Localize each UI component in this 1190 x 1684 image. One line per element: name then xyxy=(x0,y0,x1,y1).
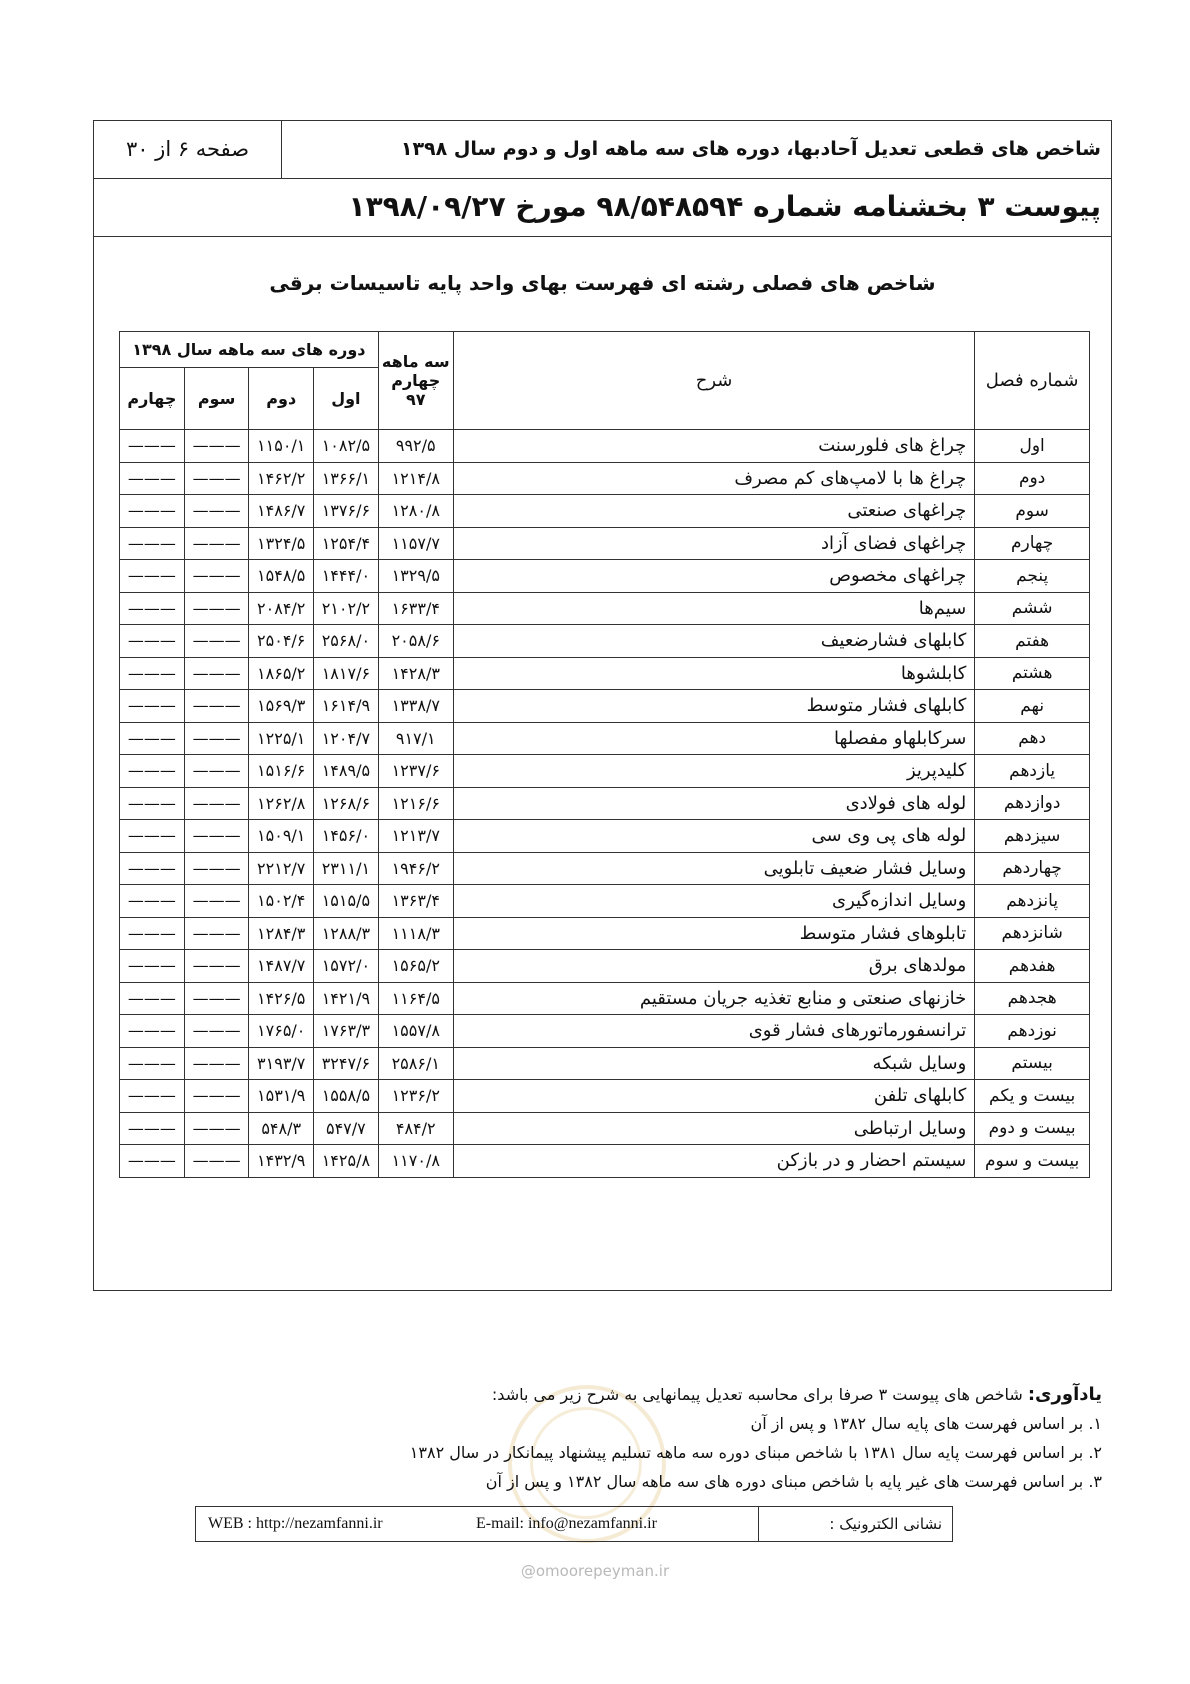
q3-cell: ——— xyxy=(184,885,249,918)
q4-cell: ——— xyxy=(120,885,185,918)
q4-cell: ——— xyxy=(120,527,185,560)
description-cell: کلیدپریز xyxy=(453,755,974,788)
q3-cell: ——— xyxy=(184,755,249,788)
prev-quarter-cell: ۱۶۳۳/۴ xyxy=(378,592,453,625)
annex-title: پیوست ۳ بخشنامه شماره ۹۸/۵۴۸۵۹۴ مورخ ۱۳۹۸/۰۹/۲۷ xyxy=(94,179,1111,237)
col-description: شرح xyxy=(453,332,974,430)
q3-cell: ——— xyxy=(184,462,249,495)
q1-cell: ۱۲۵۴/۴ xyxy=(314,527,379,560)
q2-cell: ۱۴۸۷/۷ xyxy=(249,950,314,983)
q2-cell: ۱۵۰۲/۴ xyxy=(249,885,314,918)
q4-cell: ——— xyxy=(120,1080,185,1113)
reminder-note xyxy=(410,1380,1102,1496)
q1-cell: ۵۴۷/۷ xyxy=(314,1112,379,1145)
reminder-item: ۲. بر اساس فهرست پایه سال ۱۳۸۱ با شاخص مبنای دوره سه ماهه تسلیم پیشنهاد پیمانکار در سال ۱۳۸۲ xyxy=(409,1443,1102,1462)
chapter-cell: سوم xyxy=(975,495,1090,528)
q1-cell: ۱۳۶۶/۱ xyxy=(314,462,379,495)
q2-cell: ۱۱۵۰/۱ xyxy=(249,430,314,463)
chapter-cell: بیست و یکم xyxy=(975,1080,1090,1113)
table-body xyxy=(120,430,1090,1178)
q1-cell: ۱۶۱۴/۹ xyxy=(314,690,379,723)
description-cell: کابلهای فشار متوسط xyxy=(453,690,974,723)
q3-cell: ——— xyxy=(184,1112,249,1145)
q2-cell: ۱۲۶۲/۸ xyxy=(249,787,314,820)
header-row xyxy=(94,121,1111,179)
page-number: صفحه ۶ از ۳۰ xyxy=(94,121,282,178)
description-cell: ترانسفورماتورهای فشار قوی xyxy=(453,1015,974,1048)
q3-cell: ——— xyxy=(184,787,249,820)
q4-cell: ——— xyxy=(120,787,185,820)
prev-quarter-cell: ۱۱۷۰/۸ xyxy=(378,1145,453,1178)
prev-quarter-cell: ۱۵۶۵/۲ xyxy=(378,950,453,983)
q2-cell: ۱۳۲۴/۵ xyxy=(249,527,314,560)
reminder-item: ۱. بر اساس فهرست های پایه سال ۱۳۸۲ و پس از آن xyxy=(750,1414,1102,1433)
q3-cell: ——— xyxy=(184,1080,249,1113)
q4-cell: ——— xyxy=(120,722,185,755)
q1-cell: ۱۴۲۵/۸ xyxy=(314,1145,379,1178)
table-row xyxy=(120,722,1090,755)
chapter-cell: هفتم xyxy=(975,625,1090,658)
q2-cell: ۱۴۸۶/۷ xyxy=(249,495,314,528)
chapter-cell: نهم xyxy=(975,690,1090,723)
description-cell: وسایل اندازه‌گیری xyxy=(453,885,974,918)
description-cell: وسایل ارتباطی xyxy=(453,1112,974,1145)
q3-cell: ——— xyxy=(184,430,249,463)
table-row xyxy=(120,917,1090,950)
contact-web[interactable]: WEB : http://nezamfanni.ir xyxy=(208,1515,383,1532)
q1-cell: ۱۵۷۲/۰ xyxy=(314,950,379,983)
prev-quarter-cell: ۹۱۷/۱ xyxy=(378,722,453,755)
q4-cell: ——— xyxy=(120,917,185,950)
description-cell: چراغهای مخصوص xyxy=(453,560,974,593)
col-q4: چهارم xyxy=(120,368,185,430)
q3-cell: ——— xyxy=(184,592,249,625)
col-q3: سوم xyxy=(184,368,249,430)
q1-cell: ۱۵۱۵/۵ xyxy=(314,885,379,918)
prev-quarter-cell: ۱۹۴۶/۲ xyxy=(378,852,453,885)
q4-cell: ——— xyxy=(120,430,185,463)
prev-quarter-cell: ۱۲۳۶/۲ xyxy=(378,1080,453,1113)
col-q2: دوم xyxy=(249,368,314,430)
col-prev-quarter: سه ماهه چهارم ۹۷ xyxy=(378,332,453,430)
q3-cell: ——— xyxy=(184,722,249,755)
q2-cell: ۱۲۸۴/۳ xyxy=(249,917,314,950)
description-cell: سیستم احضار و در بازکن xyxy=(453,1145,974,1178)
q1-cell: ۲۱۰۲/۲ xyxy=(314,592,379,625)
q3-cell: ——— xyxy=(184,982,249,1015)
q4-cell: ——— xyxy=(120,657,185,690)
prev-quarter-cell: ۱۱۵۷/۷ xyxy=(378,527,453,560)
description-cell: سیم‌ها xyxy=(453,592,974,625)
table-row xyxy=(120,430,1090,463)
index-table xyxy=(119,331,1090,1178)
description-cell: چراغ ها با لامپ‌های کم مصرف xyxy=(453,462,974,495)
table-row xyxy=(120,560,1090,593)
q3-cell: ——— xyxy=(184,657,249,690)
q2-cell: ۱۴۲۶/۵ xyxy=(249,982,314,1015)
description-cell: مولدهای برق xyxy=(453,950,974,983)
chapter-cell: هجدهم xyxy=(975,982,1090,1015)
table-row xyxy=(120,885,1090,918)
q1-cell: ۱۲۸۸/۳ xyxy=(314,917,379,950)
col-q1: اول xyxy=(314,368,379,430)
q4-cell: ——— xyxy=(120,690,185,723)
prev-quarter-cell: ۱۵۵۷/۸ xyxy=(378,1015,453,1048)
chapter-cell: پنجم xyxy=(975,560,1090,593)
contact-email[interactable]: E-mail: info@nezamfanni.ir xyxy=(476,1515,657,1532)
prev-quarter-cell: ۴۸۴/۲ xyxy=(378,1112,453,1145)
chapter-cell: چهارم xyxy=(975,527,1090,560)
q3-cell: ——— xyxy=(184,917,249,950)
description-cell: وسایل شبکه xyxy=(453,1047,974,1080)
q4-cell: ——— xyxy=(120,592,185,625)
prev-quarter-cell: ۱۳۶۳/۴ xyxy=(378,885,453,918)
q1-cell: ۱۴۸۹/۵ xyxy=(314,755,379,788)
table-row xyxy=(120,625,1090,658)
q1-cell: ۲۳۱۱/۱ xyxy=(314,852,379,885)
table-row xyxy=(120,1015,1090,1048)
prev-quarter-cell: ۲۵۸۶/۱ xyxy=(378,1047,453,1080)
q4-cell: ——— xyxy=(120,755,185,788)
q4-cell: ——— xyxy=(120,982,185,1015)
q2-cell: ۱۲۲۵/۱ xyxy=(249,722,314,755)
q1-cell: ۱۸۱۷/۶ xyxy=(314,657,379,690)
q3-cell: ——— xyxy=(184,1145,249,1178)
prev-quarter-cell: ۱۱۶۴/۵ xyxy=(378,982,453,1015)
prev-quarter-cell: ۱۳۳۸/۷ xyxy=(378,690,453,723)
q1-cell: ۱۴۵۶/۰ xyxy=(314,820,379,853)
chapter-cell: چهاردهم xyxy=(975,852,1090,885)
prev-quarter-cell: ۱۱۱۸/۳ xyxy=(378,917,453,950)
q2-cell: ۵۴۸/۳ xyxy=(249,1112,314,1145)
q2-cell: ۱۵۰۹/۱ xyxy=(249,820,314,853)
table-row xyxy=(120,1145,1090,1178)
description-cell: سرکابلهاو مفصلها xyxy=(453,722,974,755)
table-row xyxy=(120,495,1090,528)
table-row xyxy=(120,1112,1090,1145)
chapter-cell: سیزدهم xyxy=(975,820,1090,853)
q3-cell: ——— xyxy=(184,1015,249,1048)
watermark-url: @omoorepeyman.ir xyxy=(520,1562,670,1580)
table-row xyxy=(120,950,1090,983)
q2-cell: ۱۵۱۶/۶ xyxy=(249,755,314,788)
table-row xyxy=(120,1047,1090,1080)
reminder-intro: شاخص های پیوست ۳ صرفا برای محاسبه تعدیل پیمانهایی به شرح زیر می باشد: xyxy=(491,1385,1023,1404)
description-cell: لوله های فولادی xyxy=(453,787,974,820)
reminder-intro-line xyxy=(410,1380,1102,1409)
prev-quarter-cell: ۱۳۲۹/۵ xyxy=(378,560,453,593)
chapter-cell: یازدهم xyxy=(975,755,1090,788)
table-row xyxy=(120,755,1090,788)
q2-cell: ۱۵۳۱/۹ xyxy=(249,1080,314,1113)
q2-cell: ۱۴۳۲/۹ xyxy=(249,1145,314,1178)
prev-quarter-cell: ۹۹۲/۵ xyxy=(378,430,453,463)
q1-cell: ۱۴۴۴/۰ xyxy=(314,560,379,593)
contact-label: نشانی الکترونیک : xyxy=(758,1507,952,1541)
description-cell: وسایل فشار ضعیف تابلویی xyxy=(453,852,974,885)
prev-quarter-cell: ۱۲۳۷/۶ xyxy=(378,755,453,788)
table-row xyxy=(120,527,1090,560)
description-cell: چراغهای فضای آزاد xyxy=(453,527,974,560)
q3-cell: ——— xyxy=(184,527,249,560)
q1-cell: ۱۰۸۲/۵ xyxy=(314,430,379,463)
q2-cell: ۲۰۸۴/۲ xyxy=(249,592,314,625)
q2-cell: ۲۲۱۲/۷ xyxy=(249,852,314,885)
chapter-cell: بیست و سوم xyxy=(975,1145,1090,1178)
chapter-cell: هشتم xyxy=(975,657,1090,690)
reminder-item: ۳. بر اساس فهرست های غیر پایه با شاخص مبنای دوره های سه ماهه سال ۱۳۸۲ و پس از آن xyxy=(485,1472,1102,1491)
q1-cell: ۱۲۶۸/۶ xyxy=(314,787,379,820)
table-row xyxy=(120,787,1090,820)
q3-cell: ——— xyxy=(184,625,249,658)
description-cell: لوله های پی‌ وی‌ سی xyxy=(453,820,974,853)
chapter-cell: اول xyxy=(975,430,1090,463)
prev-quarter-cell: ۲۰۵۸/۶ xyxy=(378,625,453,658)
table-row xyxy=(120,1080,1090,1113)
q2-cell: ۱۷۶۵/۰ xyxy=(249,1015,314,1048)
page-frame xyxy=(93,120,1112,1291)
chapter-cell: بیستم xyxy=(975,1047,1090,1080)
q2-cell: ۱۵۴۸/۵ xyxy=(249,560,314,593)
chapter-cell: ششم xyxy=(975,592,1090,625)
table-row xyxy=(120,462,1090,495)
q4-cell: ——— xyxy=(120,1112,185,1145)
q1-cell: ۲۵۶۸/۰ xyxy=(314,625,379,658)
q1-cell: ۱۴۲۱/۹ xyxy=(314,982,379,1015)
chapter-cell: دوازدهم xyxy=(975,787,1090,820)
q4-cell: ——— xyxy=(120,852,185,885)
q2-cell: ۲۵۰۴/۶ xyxy=(249,625,314,658)
description-cell: خازنهای صنعتی و منابع تغذیه جریان مستقیم xyxy=(453,982,974,1015)
q4-cell: ——— xyxy=(120,950,185,983)
description-cell: چراغهای صنعتی xyxy=(453,495,974,528)
description-cell: کابلشوها xyxy=(453,657,974,690)
col-chapter: شماره فصل xyxy=(975,332,1090,430)
q4-cell: ——— xyxy=(120,495,185,528)
q3-cell: ——— xyxy=(184,820,249,853)
contact-box xyxy=(195,1506,953,1542)
q2-cell: ۱۵۶۹/۳ xyxy=(249,690,314,723)
q3-cell: ——— xyxy=(184,852,249,885)
prev-quarter-cell: ۱۲۸۰/۸ xyxy=(378,495,453,528)
table-row xyxy=(120,592,1090,625)
prev-quarter-cell: ۱۴۲۸/۳ xyxy=(378,657,453,690)
q3-cell: ——— xyxy=(184,495,249,528)
prev-quarter-cell: ۱۲۱۴/۸ xyxy=(378,462,453,495)
q2-cell: ۱۸۶۵/۲ xyxy=(249,657,314,690)
q4-cell: ——— xyxy=(120,560,185,593)
table-row xyxy=(120,820,1090,853)
q4-cell: ——— xyxy=(120,1145,185,1178)
description-cell: تابلوهای فشار متوسط xyxy=(453,917,974,950)
chapter-cell: نوزدهم xyxy=(975,1015,1090,1048)
prev-quarter-cell: ۱۲۱۶/۶ xyxy=(378,787,453,820)
q1-cell: ۳۲۴۷/۶ xyxy=(314,1047,379,1080)
prev-quarter-cell: ۱۲۱۳/۷ xyxy=(378,820,453,853)
reminder-label: یادآوری: xyxy=(1027,1384,1102,1405)
chapter-cell: پانزدهم xyxy=(975,885,1090,918)
q4-cell: ——— xyxy=(120,1015,185,1048)
q4-cell: ——— xyxy=(120,1047,185,1080)
description-cell: چراغ های فلورسنت xyxy=(453,430,974,463)
chapter-cell: دهم xyxy=(975,722,1090,755)
table-row xyxy=(120,852,1090,885)
table-row xyxy=(120,982,1090,1015)
document-title: شاخص های قطعی تعدیل آحادبها، دوره های سه ماهه اول و دوم سال ۱۳۹۸ xyxy=(400,138,1101,160)
q2-cell: ۱۴۶۲/۲ xyxy=(249,462,314,495)
description-cell: کابلهای فشارضعیف xyxy=(453,625,974,658)
q3-cell: ——— xyxy=(184,560,249,593)
col-group-1398: دوره های سه ماهه سال ۱۳۹۸ xyxy=(120,332,379,368)
chapter-cell: شانزدهم xyxy=(975,917,1090,950)
q1-cell: ۱۵۵۸/۵ xyxy=(314,1080,379,1113)
q2-cell: ۳۱۹۳/۷ xyxy=(249,1047,314,1080)
chapter-cell: هفدهم xyxy=(975,950,1090,983)
q3-cell: ——— xyxy=(184,690,249,723)
q3-cell: ——— xyxy=(184,950,249,983)
chapter-cell: بیست و دوم xyxy=(975,1112,1090,1145)
table-row xyxy=(120,690,1090,723)
q4-cell: ——— xyxy=(120,625,185,658)
q4-cell: ——— xyxy=(120,820,185,853)
table-row xyxy=(120,657,1090,690)
chapter-cell: دوم xyxy=(975,462,1090,495)
q4-cell: ——— xyxy=(120,462,185,495)
q1-cell: ۱۳۷۶/۶ xyxy=(314,495,379,528)
table-subtitle: شاخص های فصلی رشته ای فهرست بهای واحد پایه تاسیسات برقی xyxy=(269,271,936,295)
q1-cell: ۱۲۰۴/۷ xyxy=(314,722,379,755)
description-cell: کابلهای تلفن xyxy=(453,1080,974,1113)
q1-cell: ۱۷۶۳/۳ xyxy=(314,1015,379,1048)
q3-cell: ——— xyxy=(184,1047,249,1080)
